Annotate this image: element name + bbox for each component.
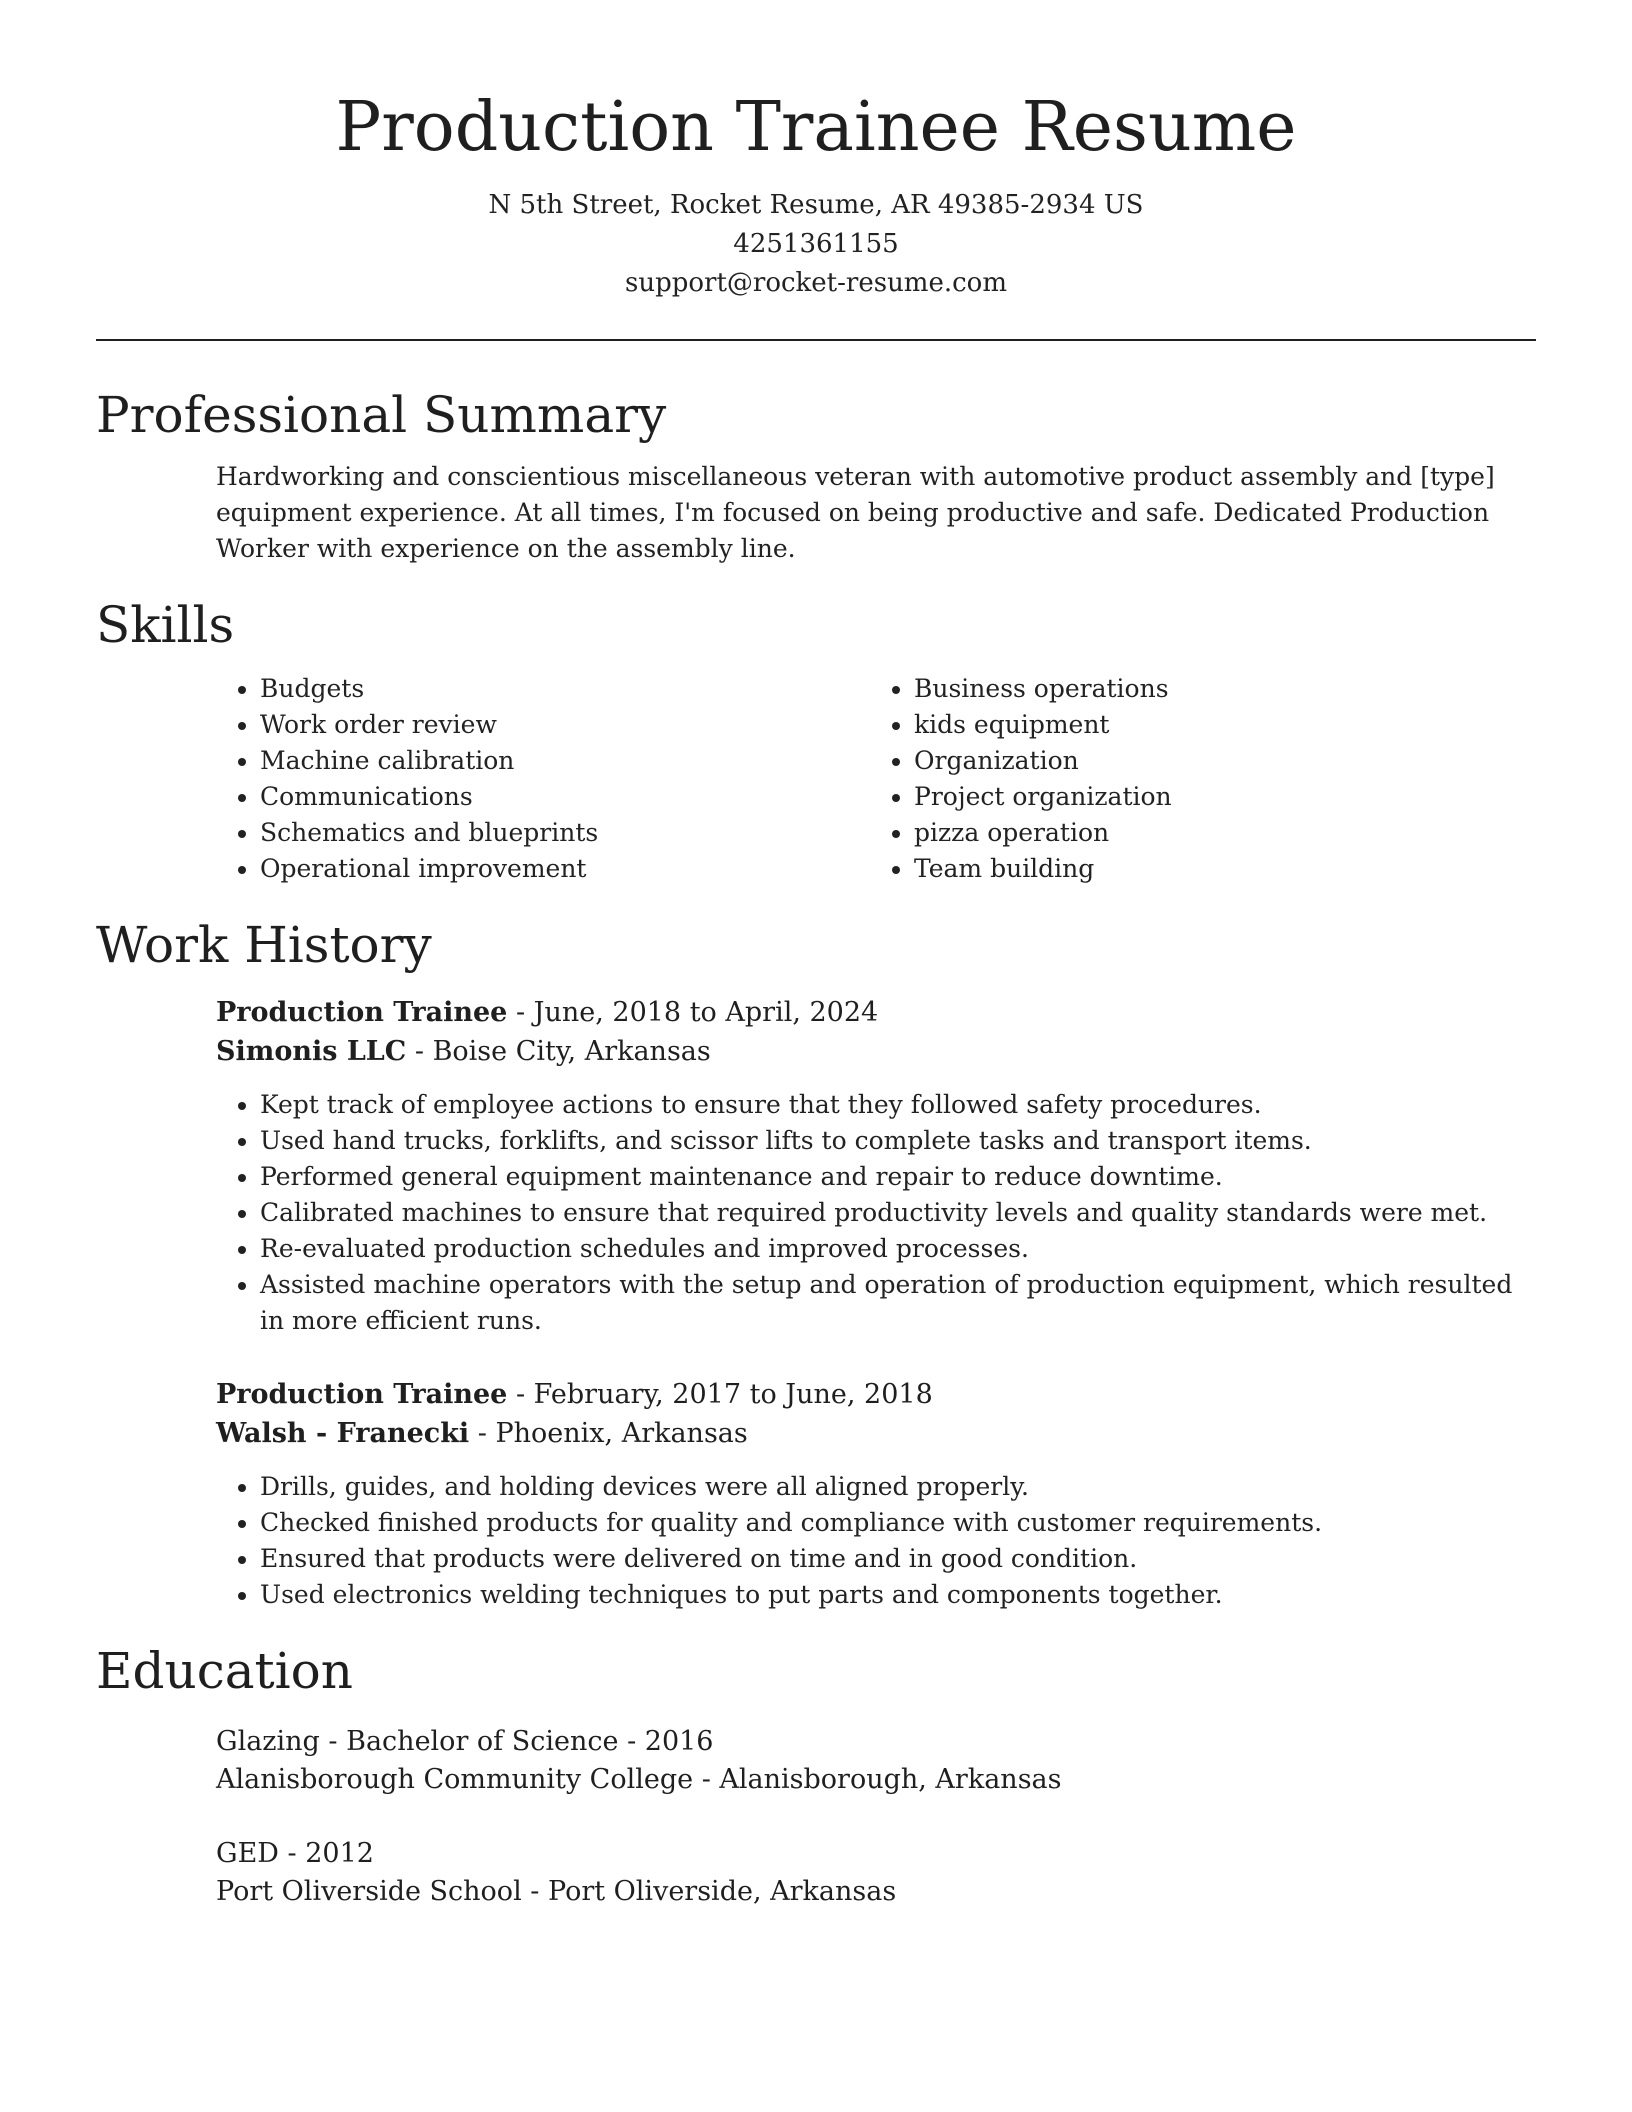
job-entry	[216, 993, 1536, 1339]
education-location: - Port Oliverside, Arkansas	[521, 1876, 897, 1907]
job-duty-item: • Calibrated machines to ensure that required productivity levels and quality standards were met.	[260, 1195, 1536, 1231]
section-heading-summary: Professional Summary	[96, 386, 667, 444]
education-section	[96, 1639, 1536, 1911]
skill-item: • Budgets	[260, 671, 870, 707]
job-duties	[216, 1087, 1536, 1339]
skills-column-1	[216, 671, 870, 887]
skill-item: • pizza operation	[914, 815, 1474, 851]
skill-item: • Work order review	[260, 707, 870, 743]
job-location: - Boise City, Arkansas	[406, 1036, 711, 1067]
education-location: - Alanisborough, Arkansas	[693, 1764, 1062, 1795]
skill-item: • kids equipment	[914, 707, 1474, 743]
education-school: Alanisborough Community College	[216, 1764, 694, 1795]
job-company-line	[216, 1414, 1536, 1453]
header-divider	[96, 339, 1536, 341]
education-school-line	[216, 1873, 1536, 1911]
job-duty-item: • Used electronics welding techniques to put parts and components together.	[260, 1577, 1536, 1613]
job-title-line	[216, 993, 1536, 1032]
skill-item: • Operational improvement	[260, 851, 870, 887]
education-entry	[216, 1723, 1536, 1799]
skill-item: • Schematics and blueprints	[260, 815, 870, 851]
job-dates: - June, 2018 to April, 2024	[507, 997, 879, 1028]
work-history-section	[96, 913, 1536, 1613]
education-entry	[216, 1835, 1536, 1911]
summary-text: Hardworking and conscientious miscellaneous veteran with automotive product assembly and [type] equipment experience. At all times, I'm focused on being productive and safe. Dedicated Production Worker with experience on the assembly line.	[216, 462, 1495, 563]
job-duty-item: • Drills, guides, and holding devices were all aligned properly.	[260, 1469, 1536, 1505]
skill-item: • Machine calibration	[260, 743, 870, 779]
job-entry	[216, 1375, 1536, 1613]
professional-summary-section	[96, 383, 1536, 567]
skills-list	[216, 671, 1536, 887]
job-location: - Phoenix, Arkansas	[469, 1418, 748, 1449]
skill-item: • Project organization	[914, 779, 1474, 815]
skills-section	[96, 593, 1536, 887]
resume-header	[96, 0, 1536, 303]
contact-phone: 4251361155	[733, 229, 899, 259]
job-duties	[216, 1469, 1536, 1613]
job-duty-item: • Checked finished products for quality and compliance with customer requirements.	[260, 1505, 1536, 1541]
job-company: Walsh - Franecki	[216, 1418, 470, 1449]
job-dates: - February, 2017 to June, 2018	[507, 1379, 933, 1410]
section-heading-skills: Skills	[96, 596, 235, 654]
job-duty-item: • Ensured that products were delivered on time and in good condition.	[260, 1541, 1536, 1577]
job-duty-item: • Assisted machine operators with the setup and operation of production equipment, which resulted in more efficient runs.	[260, 1267, 1536, 1339]
education-degree: Glazing - Bachelor of Science - 2016	[216, 1726, 714, 1757]
section-heading-work-history: Work History	[96, 916, 432, 974]
job-duty-item: • Kept track of employee actions to ensure that they followed safety procedures.	[260, 1087, 1536, 1123]
job-title-line	[216, 1375, 1536, 1414]
contact-email: support@rocket-resume.com	[624, 268, 1007, 298]
job-title: Production Trainee	[216, 997, 508, 1028]
job-duty-item: • Re-evaluated production schedules and improved processes.	[260, 1231, 1536, 1267]
skill-item: • Organization	[914, 743, 1474, 779]
job-duty-item: • Used hand trucks, forklifts, and scissor lifts to complete tasks and transport items.	[260, 1123, 1536, 1159]
contact-address: N 5th Street, Rocket Resume, AR 49385-2934 US	[488, 190, 1144, 220]
section-heading-education: Education	[96, 1642, 353, 1700]
education-degree: GED - 2012	[216, 1838, 374, 1869]
skill-item: • Team building	[914, 851, 1474, 887]
job-company-line	[216, 1032, 1536, 1071]
job-company: Simonis LLC	[216, 1036, 407, 1067]
skill-item: • Business operations	[914, 671, 1474, 707]
resume-title: Production Trainee Resume	[335, 88, 1297, 167]
contact-info	[96, 186, 1536, 303]
job-duty-item: • Performed general equipment maintenance and repair to reduce downtime.	[260, 1159, 1536, 1195]
education-school: Port Oliverside School	[216, 1876, 522, 1907]
skills-column-2	[870, 671, 1474, 887]
skill-item: • Communications	[260, 779, 870, 815]
job-title: Production Trainee	[216, 1379, 508, 1410]
education-school-line	[216, 1761, 1536, 1799]
